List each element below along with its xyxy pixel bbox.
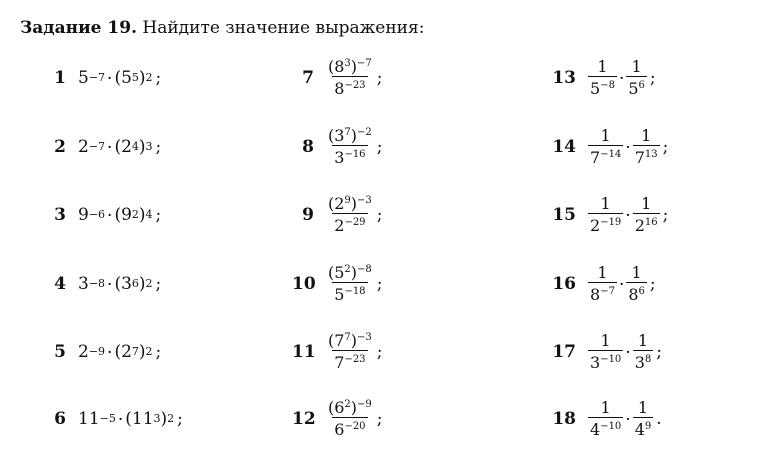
problem-5: 5 2 −9 · (2 7 ) 2 ; bbox=[52, 332, 161, 372]
problem-number: 12 bbox=[292, 409, 316, 429]
numerator: 1 bbox=[600, 126, 611, 145]
fraction bbox=[626, 59, 647, 97]
multiply-dot: · bbox=[107, 343, 113, 363]
numerator bbox=[326, 128, 374, 145]
base: (3 bbox=[328, 126, 345, 145]
fraction bbox=[633, 400, 654, 438]
multiply-dot: · bbox=[625, 343, 631, 363]
exponent: 9 bbox=[344, 195, 351, 206]
denominator bbox=[626, 282, 647, 303]
denominator bbox=[332, 76, 367, 97]
multiply-dot: · bbox=[107, 206, 113, 226]
paren: ) bbox=[350, 126, 358, 145]
base: 4 bbox=[590, 420, 601, 439]
exponent: 13 bbox=[644, 149, 658, 160]
terminator: ; bbox=[155, 342, 162, 362]
terminator: ; bbox=[155, 274, 162, 294]
problem-number: 13 bbox=[552, 68, 576, 88]
numerator: 1 bbox=[641, 126, 652, 145]
base: 11 bbox=[78, 409, 100, 429]
denominator bbox=[633, 417, 654, 438]
numerator bbox=[326, 333, 374, 350]
paren: ) bbox=[160, 409, 168, 429]
fraction bbox=[588, 59, 617, 97]
exponent: −16 bbox=[344, 149, 366, 160]
multiply-dot: · bbox=[107, 69, 113, 89]
denominator bbox=[633, 145, 660, 166]
paren: ) bbox=[350, 263, 358, 282]
problem-number: 9 bbox=[302, 205, 314, 225]
base: 9 bbox=[78, 205, 89, 225]
problem-number: 3 bbox=[54, 205, 66, 225]
exponent: −20 bbox=[344, 421, 366, 432]
exponent: −23 bbox=[344, 354, 366, 365]
denominator bbox=[633, 350, 654, 371]
paren: ) bbox=[350, 398, 358, 417]
numerator: 1 bbox=[600, 398, 611, 417]
base: (2 bbox=[114, 342, 132, 362]
exponent: −7 bbox=[600, 286, 615, 297]
base: 5 bbox=[334, 285, 345, 304]
multiply-dot: · bbox=[618, 275, 625, 295]
numerator: 1 bbox=[600, 331, 611, 350]
base: 2 bbox=[634, 216, 645, 235]
problem-9 bbox=[292, 195, 383, 235]
base: (6 bbox=[328, 398, 345, 417]
base: 2 bbox=[78, 342, 89, 362]
exponent: 6 bbox=[638, 286, 645, 297]
base: 8 bbox=[334, 79, 345, 98]
denominator bbox=[332, 417, 367, 438]
exponent: −29 bbox=[344, 217, 366, 228]
problem-13 bbox=[552, 58, 656, 98]
base: (8 bbox=[328, 57, 345, 76]
numerator: 1 bbox=[631, 263, 642, 282]
terminator: ; bbox=[376, 205, 383, 225]
fraction bbox=[588, 128, 623, 166]
multiply-dot: · bbox=[625, 206, 631, 226]
problem-10 bbox=[292, 264, 383, 304]
problem-number: 6 bbox=[54, 409, 66, 429]
problem-number: 2 bbox=[54, 137, 66, 157]
terminator: ; bbox=[649, 274, 656, 294]
numerator: 1 bbox=[597, 263, 608, 282]
problem-1: 1 5 −7 · (5 5 ) 2 ; bbox=[52, 58, 161, 98]
problem-number: 11 bbox=[292, 342, 316, 362]
problem-3: 3 9 −6 · (9 2 ) 4 ; bbox=[52, 195, 161, 235]
base: 5 bbox=[78, 68, 89, 88]
multiply-dot: · bbox=[625, 138, 631, 158]
paren: ) bbox=[138, 274, 146, 294]
fraction bbox=[588, 265, 617, 303]
multiply-dot: · bbox=[107, 275, 113, 295]
paren: ) bbox=[138, 137, 146, 157]
denominator bbox=[588, 350, 623, 371]
fraction bbox=[326, 333, 374, 371]
base: (5 bbox=[114, 68, 132, 88]
problem-number: 15 bbox=[552, 205, 576, 225]
base: (2 bbox=[328, 194, 345, 213]
numerator bbox=[326, 400, 374, 417]
exponent: −10 bbox=[600, 354, 622, 365]
fraction bbox=[326, 400, 374, 438]
denominator bbox=[588, 282, 617, 303]
paren: ) bbox=[350, 57, 358, 76]
base: 4 bbox=[634, 420, 645, 439]
numerator bbox=[326, 196, 374, 213]
terminator: ; bbox=[662, 137, 669, 157]
task-heading bbox=[20, 18, 424, 38]
fraction bbox=[633, 196, 660, 234]
fraction bbox=[633, 333, 654, 371]
fraction bbox=[588, 196, 623, 234]
exponent: 2 bbox=[344, 264, 351, 275]
base: (2 bbox=[114, 137, 132, 157]
terminator: ; bbox=[376, 409, 383, 429]
fraction bbox=[633, 128, 660, 166]
exponent: −8 bbox=[357, 264, 372, 275]
exponent: 16 bbox=[644, 217, 658, 228]
terminator: ; bbox=[649, 68, 656, 88]
problem-6: 6 11 −5 · (11 3 ) 2 ; bbox=[52, 399, 183, 439]
exponent: −14 bbox=[600, 149, 622, 160]
exponent: −2 bbox=[357, 127, 372, 138]
problem-number: 7 bbox=[302, 68, 314, 88]
terminator: ; bbox=[656, 342, 662, 362]
fraction bbox=[588, 400, 623, 438]
problem-number: 5 bbox=[54, 342, 66, 362]
base: (7 bbox=[328, 331, 345, 350]
problem-16 bbox=[552, 264, 656, 304]
base: 7 bbox=[634, 148, 645, 167]
denominator bbox=[588, 417, 623, 438]
problem-18 bbox=[552, 399, 662, 439]
multiply-dot: · bbox=[618, 69, 625, 89]
exponent: 6 bbox=[638, 80, 645, 91]
base: 3 bbox=[78, 274, 89, 294]
base: 7 bbox=[334, 353, 345, 372]
exponent: −10 bbox=[600, 421, 622, 432]
exponent: 7 bbox=[344, 332, 351, 343]
exponent: 8 bbox=[644, 354, 652, 365]
problem-14 bbox=[552, 127, 668, 167]
fraction bbox=[626, 265, 647, 303]
exponent: −7 bbox=[357, 58, 372, 69]
multiply-dot: · bbox=[107, 138, 113, 158]
fraction bbox=[326, 128, 374, 166]
base: 6 bbox=[334, 420, 345, 439]
base: 3 bbox=[634, 353, 645, 372]
denominator bbox=[332, 145, 367, 166]
paren: ) bbox=[138, 68, 146, 88]
denominator bbox=[332, 282, 367, 303]
numerator: 1 bbox=[641, 194, 652, 213]
problem-2: 2 2 −7 · (2 4 ) 3 ; bbox=[52, 127, 161, 167]
terminator: ; bbox=[155, 137, 162, 157]
base: 7 bbox=[590, 148, 601, 167]
paren: ) bbox=[350, 194, 358, 213]
denominator bbox=[332, 213, 367, 234]
terminator: ; bbox=[662, 205, 669, 225]
problem-4: 4 3 −8 · (3 6 ) 2 ; bbox=[52, 264, 161, 304]
terminator: ; bbox=[376, 342, 383, 362]
terminator: ; bbox=[376, 68, 383, 88]
fraction bbox=[326, 59, 374, 97]
problem-15 bbox=[552, 195, 668, 235]
paren: ) bbox=[350, 331, 358, 350]
numerator bbox=[326, 59, 374, 76]
problem-number: 14 bbox=[552, 137, 576, 157]
task-label: Задание 19. bbox=[20, 18, 137, 38]
multiply-dot: · bbox=[117, 410, 124, 430]
base: 5 bbox=[590, 79, 601, 98]
problem-7 bbox=[292, 58, 383, 98]
exponent: 9 bbox=[644, 421, 652, 432]
base: (11 bbox=[125, 409, 154, 429]
problem-11 bbox=[292, 332, 383, 372]
numerator: 1 bbox=[637, 331, 649, 350]
exponent: 2 bbox=[344, 399, 351, 410]
exponent: −18 bbox=[344, 286, 366, 297]
exponent: −19 bbox=[600, 217, 622, 228]
base: 2 bbox=[334, 216, 345, 235]
terminator: ; bbox=[177, 409, 183, 429]
base: 8 bbox=[628, 285, 639, 304]
base: 5 bbox=[628, 79, 639, 98]
multiply-dot: · bbox=[625, 410, 631, 430]
fraction bbox=[588, 333, 623, 371]
exponent: 3 bbox=[344, 58, 351, 69]
base: (5 bbox=[328, 263, 345, 282]
exponent: −3 bbox=[357, 332, 372, 343]
problem-number: 1 bbox=[54, 68, 66, 88]
terminator: ; bbox=[155, 68, 162, 88]
base: 8 bbox=[590, 285, 601, 304]
denominator bbox=[626, 76, 647, 97]
paren: ) bbox=[138, 205, 146, 225]
numerator: 1 bbox=[600, 194, 611, 213]
base: (3 bbox=[114, 274, 132, 294]
problem-number: 10 bbox=[292, 274, 316, 294]
numerator bbox=[326, 265, 374, 282]
fraction bbox=[326, 265, 374, 303]
terminator: . bbox=[656, 409, 662, 429]
exponent: −8 bbox=[600, 80, 615, 91]
denominator bbox=[588, 213, 623, 234]
problem-number: 16 bbox=[552, 274, 576, 294]
problem-number: 4 bbox=[54, 274, 66, 294]
base: 2 bbox=[590, 216, 601, 235]
denominator bbox=[633, 213, 660, 234]
base: (9 bbox=[114, 205, 132, 225]
terminator: ; bbox=[376, 137, 383, 157]
problem-12 bbox=[292, 399, 383, 439]
base: 2 bbox=[78, 137, 89, 157]
exponent: −9 bbox=[357, 399, 372, 410]
problem-number: 17 bbox=[552, 342, 576, 362]
problem-number: 18 bbox=[552, 409, 576, 429]
task-instruction: Найдите значение выражения: bbox=[142, 18, 425, 38]
exponent: −23 bbox=[344, 80, 366, 91]
numerator: 1 bbox=[637, 398, 649, 417]
denominator bbox=[588, 76, 617, 97]
problem-number: 8 bbox=[302, 137, 314, 157]
denominator bbox=[588, 145, 623, 166]
problem-8 bbox=[292, 127, 383, 167]
fraction bbox=[326, 196, 374, 234]
problem-17 bbox=[552, 332, 662, 372]
exponent: −3 bbox=[357, 195, 372, 206]
terminator: ; bbox=[155, 205, 162, 225]
base: 3 bbox=[334, 148, 345, 167]
terminator: ; bbox=[376, 274, 383, 294]
denominator bbox=[332, 350, 367, 371]
numerator: 1 bbox=[631, 57, 642, 76]
base: 3 bbox=[590, 353, 601, 372]
exponent: 7 bbox=[344, 127, 351, 138]
paren: ) bbox=[138, 342, 146, 362]
numerator: 1 bbox=[597, 57, 608, 76]
